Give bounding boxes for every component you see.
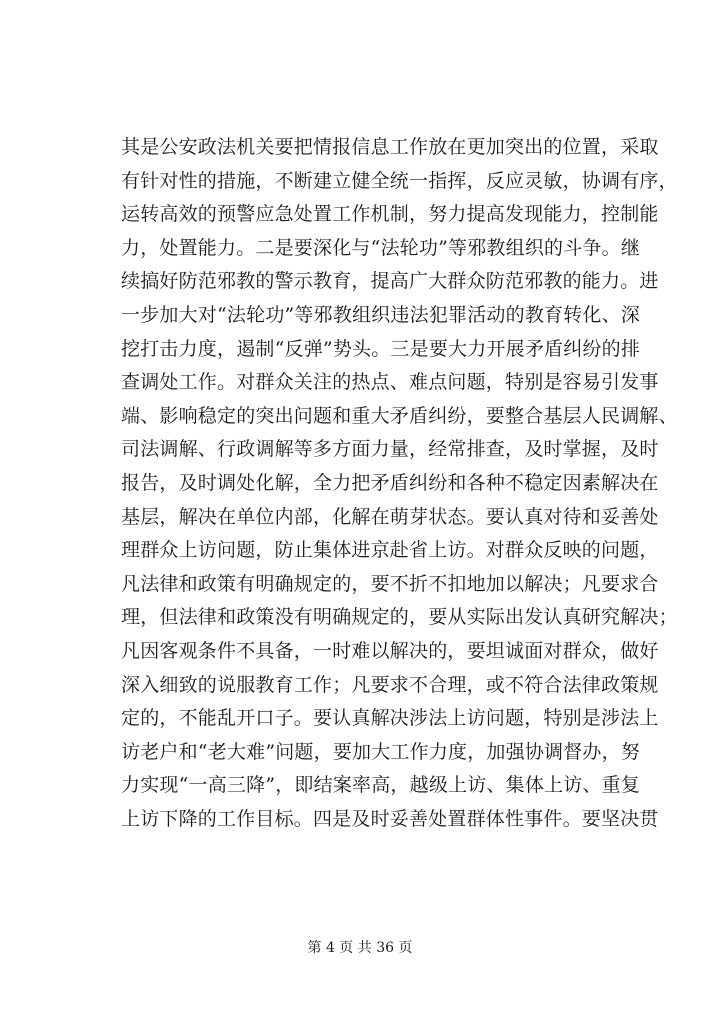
text-line: 续搞好防范邪教的警示教育，提高广大群众防范邪教的能力。进	[121, 270, 659, 293]
text-line: 深入细致的说服教育工作；凡要求不合理，或不符合法律政策规	[121, 673, 659, 696]
text-line: 一步加大对“法轮功”等邪教组织违法犯罪活动的教育转化、深	[121, 303, 641, 326]
text-line: 查调处工作。对群众关注的热点、难点问题，特别是容易引发事	[121, 371, 659, 394]
text-line: 挖打击力度，遏制“反弹”势头。三是要大力开展矛盾纠纷的排	[121, 337, 641, 360]
text-line: 上访下降的工作目标。四是及时妥善处置群体性事件。要坚决贯	[121, 807, 659, 830]
body-text	[121, 131, 678, 836]
text-line: 有针对性的措施，不断建立健全统一指挥，反应灵敏，协调有序，	[121, 169, 678, 192]
text-line: 报告，及时调处化解，全力把矛盾纠纷和各种不稳定因素解决在	[121, 471, 659, 494]
text-line: 力，处置能力。二是要深化与“法轮功”等邪教组织的斗争。继	[121, 236, 641, 259]
text-line: 凡法律和政策有明确规定的，要不折不扣地加以解决；凡要求合	[121, 572, 659, 595]
text-line: 访老户和“老大难”问题，要加大工作力度，加强协调督办，努	[121, 740, 641, 763]
text-line: 运转高效的预警应急处置工作机制，努力提高发现能力，控制能	[121, 203, 659, 226]
text-line: 司法调解、行政调解等多方面力量，经常排查，及时掌握，及时	[121, 438, 659, 461]
page-number: 第 4 页 共 36 页	[307, 940, 413, 956]
text-line: 力实现“一高三降”，即结案率高，越级上访、集体上访、重复	[121, 774, 641, 797]
text-line: 基层，解决在单位内部，化解在萌芽状态。要认真对待和妥善处	[121, 505, 659, 528]
text-line: 定的，不能乱开口子。要认真解决涉法上访问题，特别是涉法上	[121, 707, 659, 730]
text-line: 端、影响稳定的突出问题和重大矛盾纠纷，要整合基层人民调解、	[121, 404, 678, 427]
text-line: 凡因客观条件不具备，一时难以解决的，要坦诚面对群众，做好	[121, 639, 659, 662]
text-line: 理群众上访问题，防止集体进京赴省上访。对群众反映的问题，	[121, 539, 659, 562]
text-line: 其是公安政法机关要把情报信息工作放在更加突出的位置，采取	[121, 136, 659, 158]
text-line: 理，但法律和政策没有明确规定的，要从实际出发认真研究解决；	[121, 606, 678, 629]
